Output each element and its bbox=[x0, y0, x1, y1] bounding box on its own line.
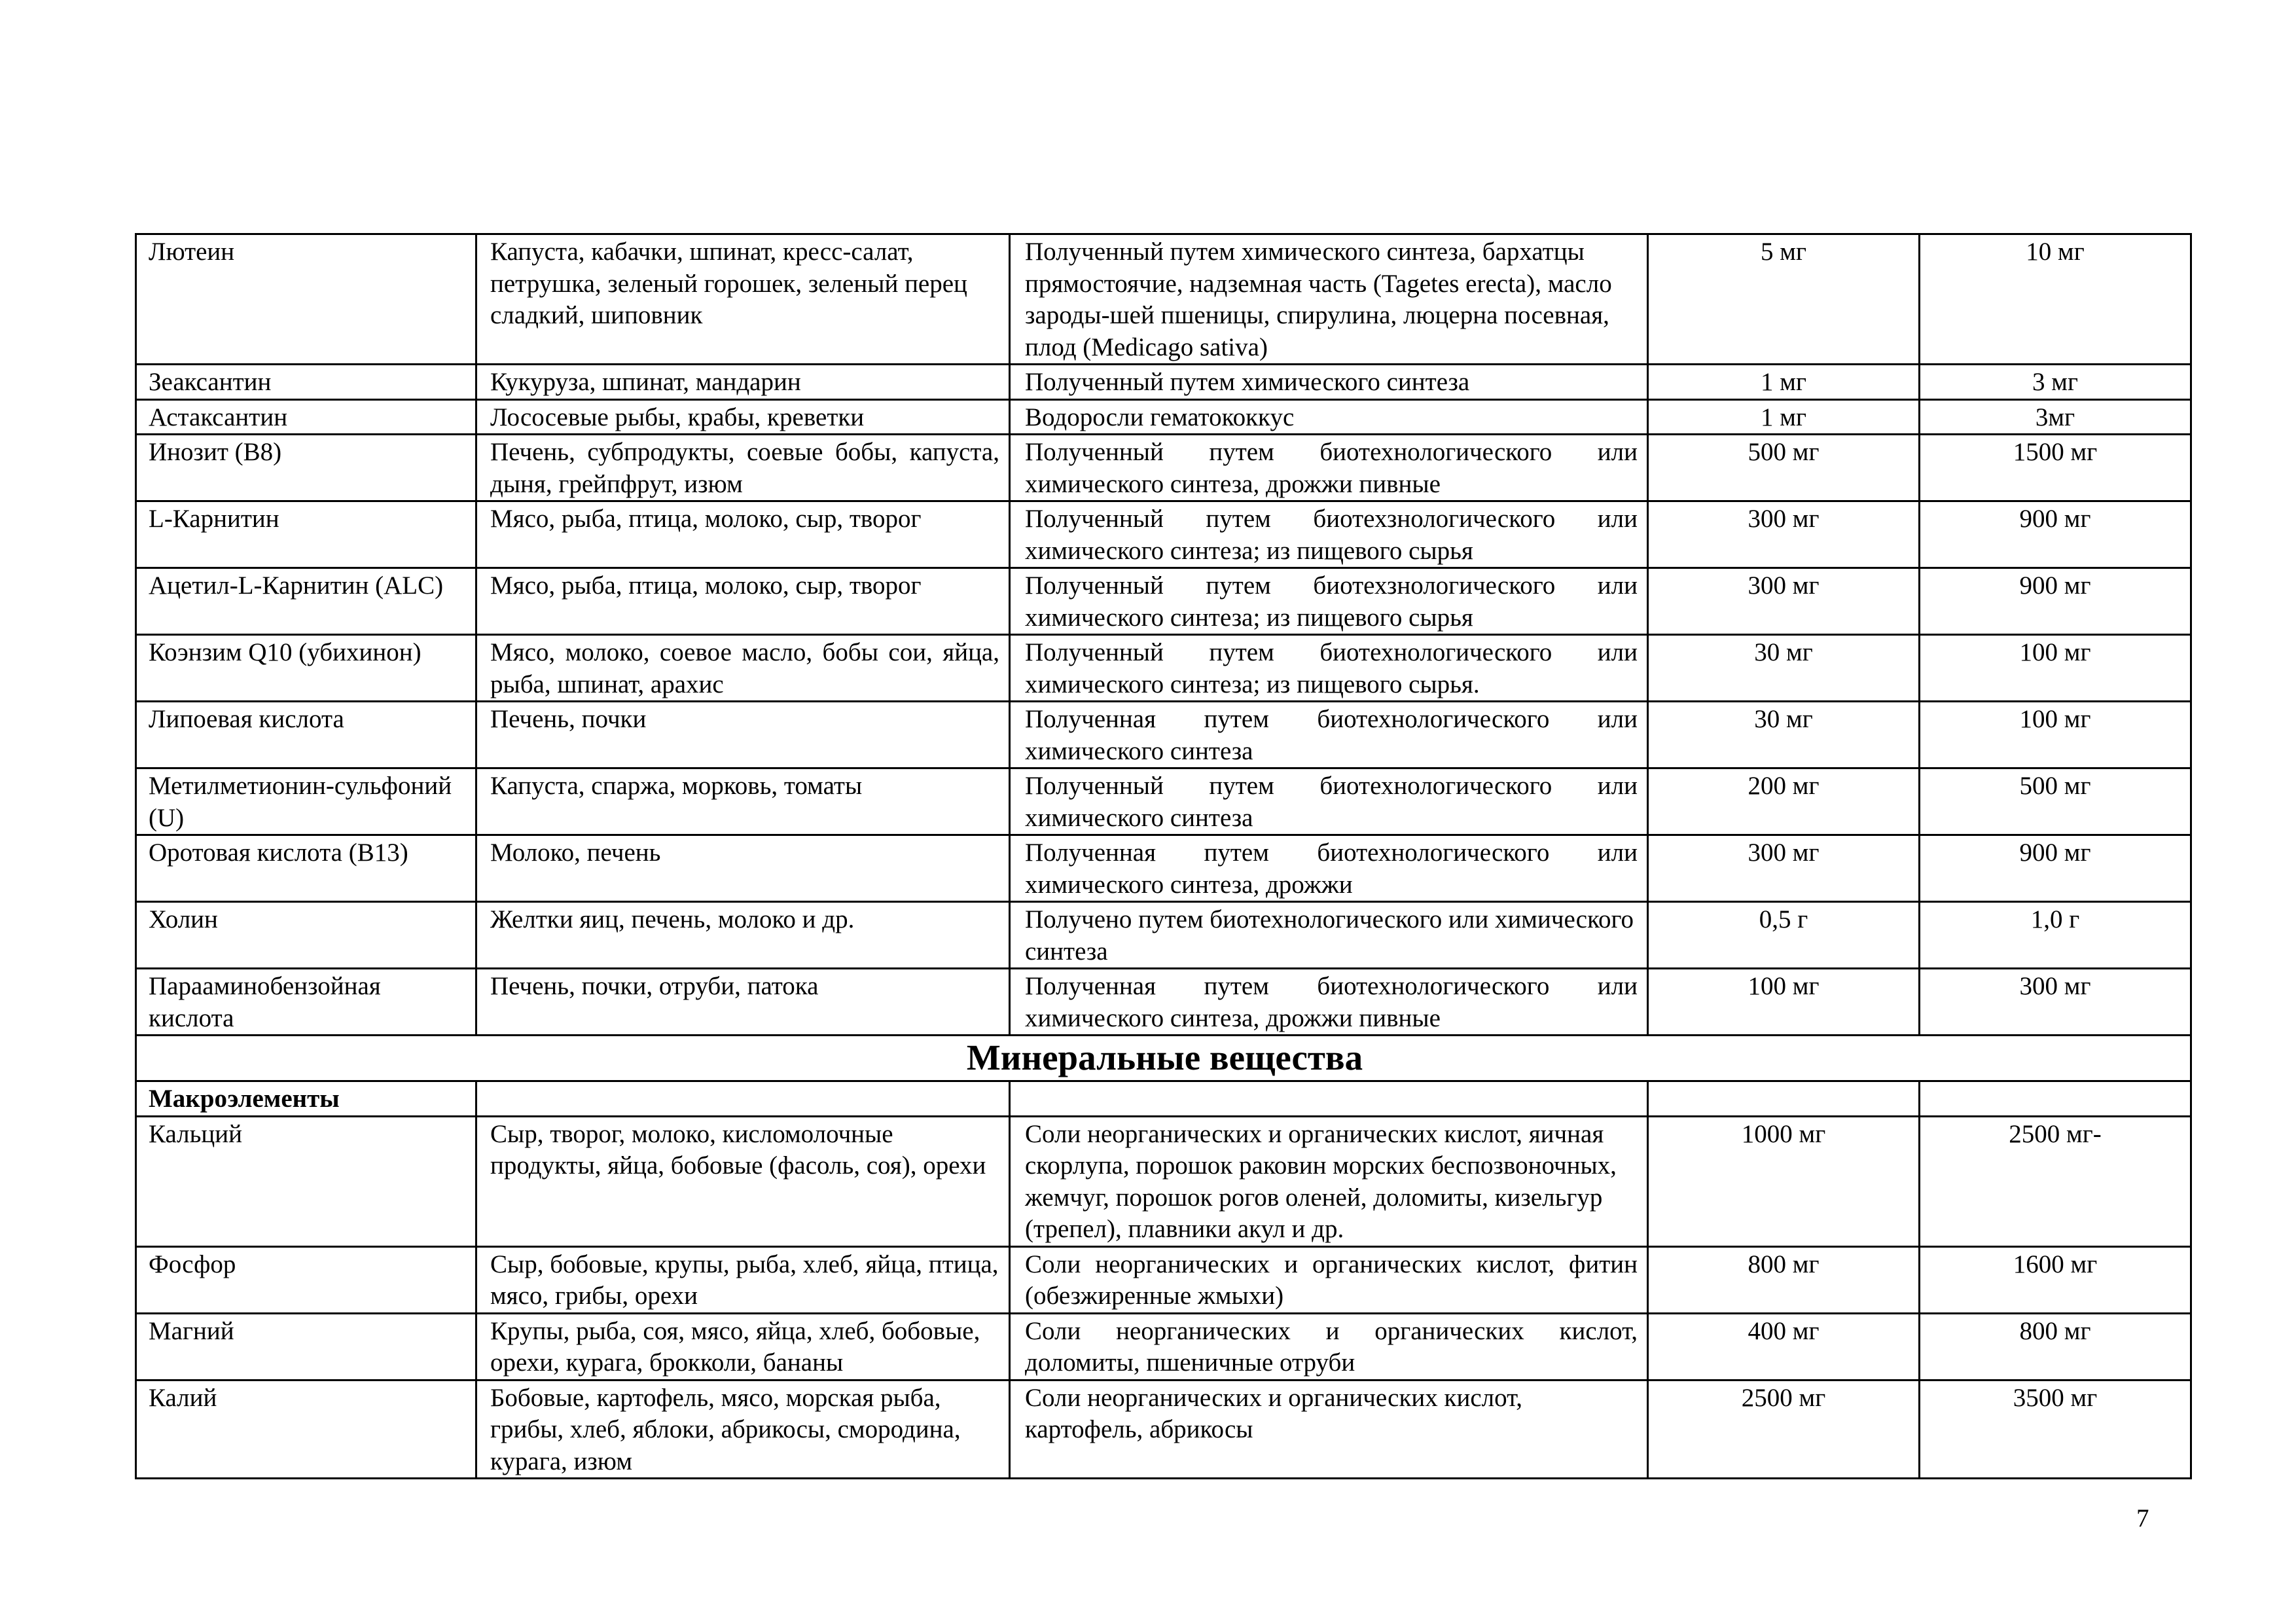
adequate-level: 400 мг bbox=[1648, 1313, 1920, 1380]
substance-name: L-Карнитин bbox=[136, 501, 476, 568]
food-sources: Желтки яиц, печень, молоко и др. bbox=[476, 902, 1010, 969]
obtained-from: Полученный путем биотехзнологического или химического синтеза; из пищевого сырья bbox=[1010, 501, 1648, 568]
substance-name: Ацетил-L-Карнитин (ALC) bbox=[136, 568, 476, 635]
obtained-from: Соли неорганических и органических кислот, яичная скорлупа, порошок раковин морских беспозвоночных, жемчуг, порошок рогов оленей, доломиты, кизельгур (трепел), плавники акул и др. bbox=[1010, 1116, 1648, 1246]
upper-level: 500 мг bbox=[1920, 768, 2191, 835]
substance-name: Астаксантин bbox=[136, 399, 476, 435]
adequate-level: 1 мг bbox=[1648, 399, 1920, 435]
upper-level: 100 мг bbox=[1920, 635, 2191, 702]
obtained-from: Получено путем биотехнологического или химического синтеза bbox=[1010, 902, 1648, 969]
food-sources: Лососевые рыбы, крабы, креветки bbox=[476, 399, 1010, 435]
obtained-from: Полученная путем биотехнологического или химического синтеза, дрожжи пивные bbox=[1010, 969, 1648, 1036]
page-number: 7 bbox=[2136, 1504, 2149, 1532]
obtained-from: Соли неорганических и органических кислот, доломиты, пшеничные отруби bbox=[1010, 1313, 1648, 1380]
upper-level: 900 мг bbox=[1920, 501, 2191, 568]
upper-level: 3 мг bbox=[1920, 365, 2191, 400]
adequate-level: 800 мг bbox=[1648, 1246, 1920, 1313]
substance-name: Зеаксантин bbox=[136, 365, 476, 400]
table-row bbox=[136, 435, 2191, 501]
subsection-row bbox=[136, 1081, 2191, 1117]
substance-name: Фосфор bbox=[136, 1246, 476, 1313]
food-sources: Печень, почки bbox=[476, 702, 1010, 768]
upper-level: 3мг bbox=[1920, 399, 2191, 435]
adequate-level: 100 мг bbox=[1648, 969, 1920, 1036]
table-row bbox=[136, 399, 2191, 435]
empty-cell bbox=[1648, 1081, 1920, 1117]
table-row bbox=[136, 234, 2191, 365]
table-row bbox=[136, 365, 2191, 400]
adequate-level: 300 мг bbox=[1648, 568, 1920, 635]
food-sources: Молоко, печень bbox=[476, 835, 1010, 902]
adequate-level: 300 мг bbox=[1648, 835, 1920, 902]
adequate-level: 30 мг bbox=[1648, 635, 1920, 702]
food-sources: Бобовые, картофель, мясо, морская рыба, грибы, хлеб, яблоки, абрикосы, смородина, курага, изюм bbox=[476, 1380, 1010, 1479]
obtained-from: Соли неорганических и органических кислот, картофель, абрикосы bbox=[1010, 1380, 1648, 1479]
table-row bbox=[136, 835, 2191, 902]
substance-name: Магний bbox=[136, 1313, 476, 1380]
adequate-level: 5 мг bbox=[1648, 234, 1920, 365]
table-row bbox=[136, 1246, 2191, 1313]
section-title: Минеральные вещества bbox=[136, 1036, 2191, 1081]
subsection-title: Макроэлементы bbox=[136, 1081, 476, 1117]
obtained-from: Полученный путем химического синтеза bbox=[1010, 365, 1648, 400]
obtained-from: Водоросли гематококкус bbox=[1010, 399, 1648, 435]
table-row bbox=[136, 635, 2191, 702]
empty-cell bbox=[476, 1081, 1010, 1117]
adequate-level: 1000 мг bbox=[1648, 1116, 1920, 1246]
upper-level: 100 мг bbox=[1920, 702, 2191, 768]
upper-level: 1600 мг bbox=[1920, 1246, 2191, 1313]
table-row bbox=[136, 568, 2191, 635]
table-row bbox=[136, 902, 2191, 969]
substance-name: Лютеин bbox=[136, 234, 476, 365]
upper-level: 3500 мг bbox=[1920, 1380, 2191, 1479]
obtained-from: Полученная путем биотехнологического или химического синтеза, дрожжи bbox=[1010, 835, 1648, 902]
obtained-from: Соли неорганических и органических кислот, фитин (обезжиренные жмыхи) bbox=[1010, 1246, 1648, 1313]
table-row bbox=[136, 702, 2191, 768]
upper-level: 800 мг bbox=[1920, 1313, 2191, 1380]
adequate-level: 500 мг bbox=[1648, 435, 1920, 501]
food-sources: Капуста, спаржа, морковь, томаты bbox=[476, 768, 1010, 835]
food-sources: Мясо, молоко, соевое масло, бобы сои, яйца, рыба, шпинат, арахис bbox=[476, 635, 1010, 702]
substance-name: Коэнзим Q10 (убихинон) bbox=[136, 635, 476, 702]
food-sources: Кукуруза, шпинат, мандарин bbox=[476, 365, 1010, 400]
upper-level: 1500 мг bbox=[1920, 435, 2191, 501]
upper-level: 1,0 г bbox=[1920, 902, 2191, 969]
upper-level: 900 мг bbox=[1920, 568, 2191, 635]
table-row bbox=[136, 1116, 2191, 1246]
table-row bbox=[136, 969, 2191, 1036]
food-sources: Мясо, рыба, птица, молоко, сыр, творог bbox=[476, 501, 1010, 568]
table-row bbox=[136, 1313, 2191, 1380]
table-row bbox=[136, 768, 2191, 835]
obtained-from: Полученная путем биотехнологического или химического синтеза bbox=[1010, 702, 1648, 768]
substance-name: Калий bbox=[136, 1380, 476, 1479]
adequate-level: 300 мг bbox=[1648, 501, 1920, 568]
table-row bbox=[136, 501, 2191, 568]
food-sources: Печень, субпродукты, соевые бобы, капуста, дыня, грейпфрут, изюм bbox=[476, 435, 1010, 501]
food-sources: Крупы, рыба, соя, мясо, яйца, хлеб, бобовые, орехи, курага, брокколи, бананы bbox=[476, 1313, 1010, 1380]
substance-name: Липоевая кислота bbox=[136, 702, 476, 768]
adequate-level: 1 мг bbox=[1648, 365, 1920, 400]
adequate-level: 30 мг bbox=[1648, 702, 1920, 768]
section-row bbox=[136, 1036, 2191, 1081]
obtained-from: Полученный путем биотехнологического или химического синтеза; из пищевого сырья. bbox=[1010, 635, 1648, 702]
upper-level: 300 мг bbox=[1920, 969, 2191, 1036]
substance-name: Парааминобензойная кислота bbox=[136, 969, 476, 1036]
substance-name: Оротовая кислота (В13) bbox=[136, 835, 476, 902]
empty-cell bbox=[1920, 1081, 2191, 1117]
substance-name: Инозит (В8) bbox=[136, 435, 476, 501]
upper-level: 900 мг bbox=[1920, 835, 2191, 902]
adequate-level: 200 мг bbox=[1648, 768, 1920, 835]
food-sources: Печень, почки, отруби, патока bbox=[476, 969, 1010, 1036]
upper-level: 10 мг bbox=[1920, 234, 2191, 365]
substance-name: Холин bbox=[136, 902, 476, 969]
obtained-from: Полученный путем биотехнологического или химического синтеза, дрожжи пивные bbox=[1010, 435, 1648, 501]
upper-level: 2500 мг- bbox=[1920, 1116, 2191, 1246]
adequate-level: 0,5 г bbox=[1648, 902, 1920, 969]
adequate-level: 2500 мг bbox=[1648, 1380, 1920, 1479]
substance-name: Кальций bbox=[136, 1116, 476, 1246]
obtained-from: Полученный путем биотехзнологического или химического синтеза; из пищевого сырья bbox=[1010, 568, 1648, 635]
food-sources: Мясо, рыба, птица, молоко, сыр, творог bbox=[476, 568, 1010, 635]
obtained-from: Полученный путем химического синтеза, бархатцы прямостоячие, надземная часть (Tagetes erecta), масло зароды-шей пшеницы, спирулина, люцерна посевная, плод (Medicago sativa) bbox=[1010, 234, 1648, 365]
food-sources: Сыр, бобовые, крупы, рыба, хлеб, яйца, птица, мясо, грибы, орехи bbox=[476, 1246, 1010, 1313]
empty-cell bbox=[1010, 1081, 1648, 1117]
table-row bbox=[136, 1380, 2191, 1479]
food-sources: Капуста, кабачки, шпинат, кресс-салат, петрушка, зеленый горошек, зеленый перец сладкий, шиповник bbox=[476, 234, 1010, 365]
supplements-table bbox=[135, 233, 2192, 1479]
substance-name: Метилметионин-сульфоний (U) bbox=[136, 768, 476, 835]
obtained-from: Полученный путем биотехнологического или химического синтеза bbox=[1010, 768, 1648, 835]
food-sources: Сыр, творог, молоко, кисломолочные продукты, яйца, бобовые (фасоль, соя), орехи bbox=[476, 1116, 1010, 1246]
